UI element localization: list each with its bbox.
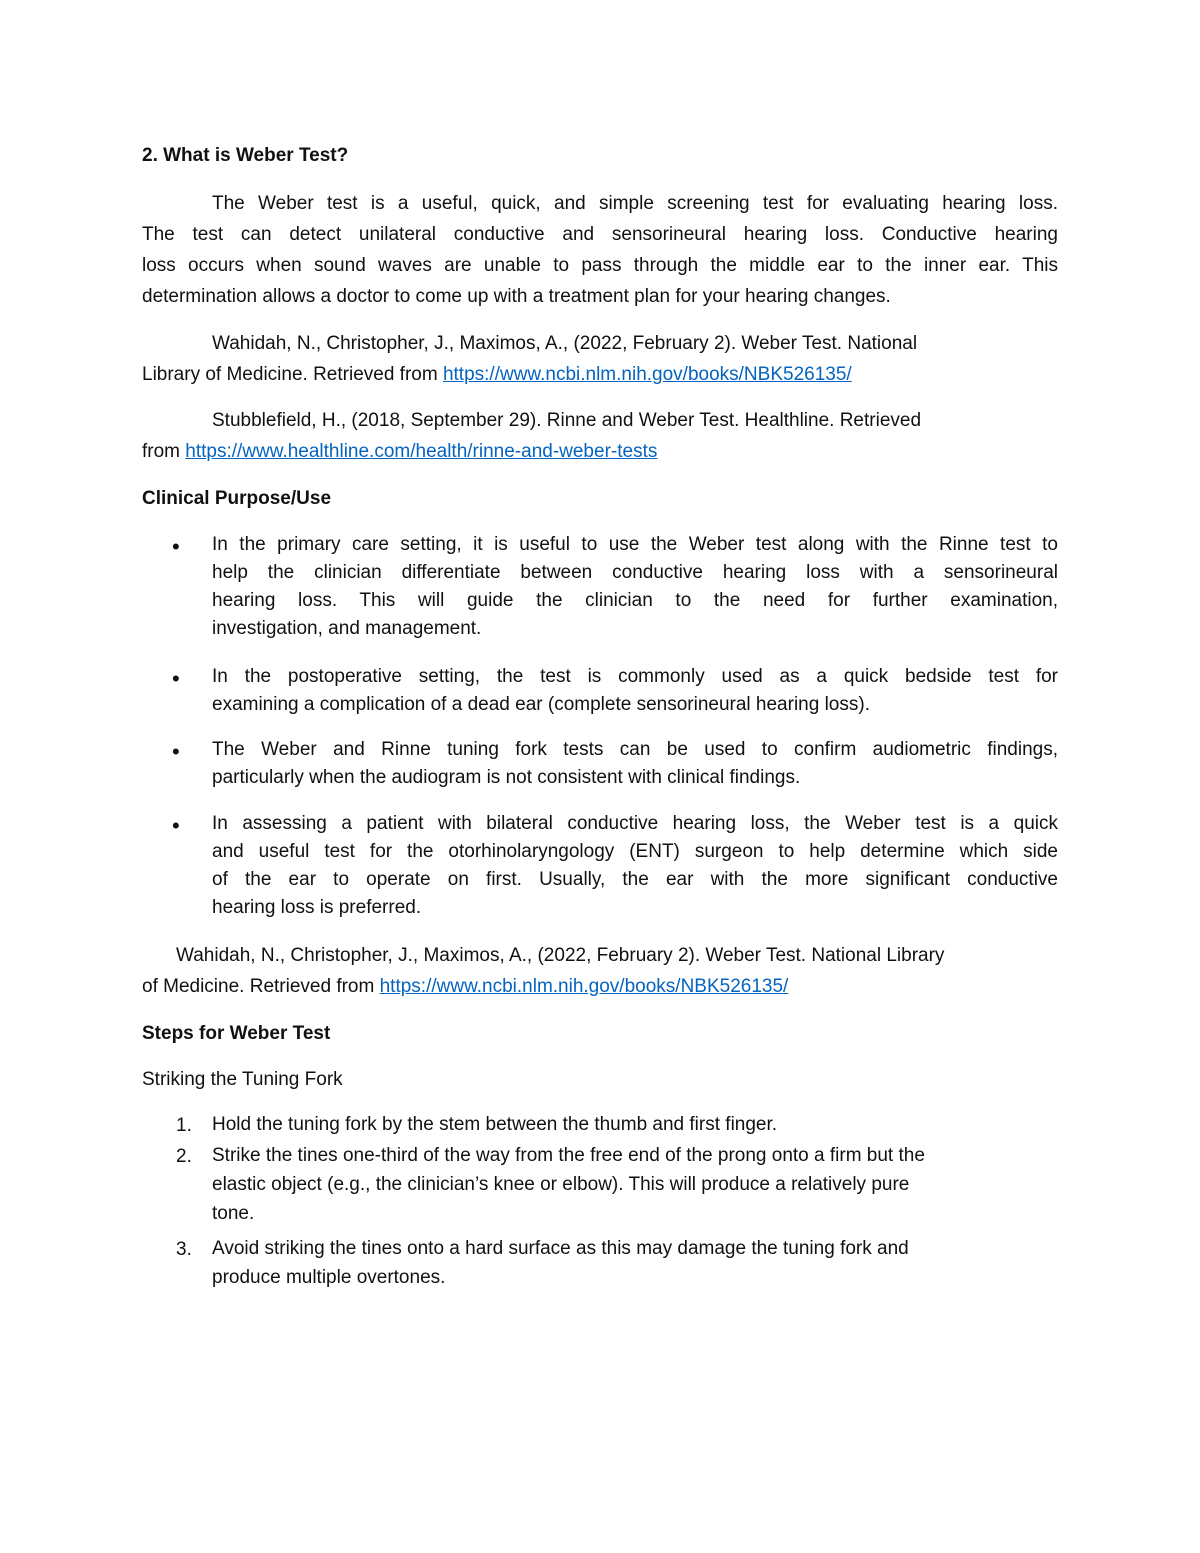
bullet-line: hearing loss. This will guide the clinician to the need for further examination, — [212, 590, 1058, 611]
step-line: elastic object (e.g., the clinician’s knee or elbow). This will produce a relatively pure — [212, 1174, 910, 1195]
bullet-line: hearing loss is preferred. — [212, 897, 422, 918]
section-heading: 2. What is Weber Test? — [142, 145, 349, 166]
bullet-text — [212, 531, 1058, 643]
clinical-heading: Clinical Purpose/Use — [142, 488, 332, 509]
bullet-icon: • — [172, 534, 180, 559]
reference-line: Wahidah, N., Christopher, J., Maximos, A., (2022, February 2). Weber Test. National Library — [176, 945, 945, 966]
reference-line — [142, 436, 1058, 467]
step-number: 2. — [176, 1146, 192, 1167]
step-text — [212, 1141, 1058, 1228]
reference-prefix: Library of Medicine. Retrieved from — [142, 364, 443, 385]
bullet-line: and useful test for the otorhinolaryngology (ENT) surgeon to help determine which side — [212, 841, 1058, 862]
step-line: Avoid striking the tines onto a hard surface as this may damage the tuning fork and — [212, 1238, 909, 1259]
reference-link[interactable]: https://www.healthline.com/health/rinne-and-weber-tests — [185, 441, 658, 462]
bullet-line: examining a complication of a dead ear (complete sensorineural hearing loss). — [212, 694, 870, 715]
intro-paragraph — [142, 188, 1058, 312]
bullet-icon: • — [172, 739, 180, 764]
reference-prefix: of Medicine. Retrieved from — [142, 976, 380, 997]
bullet-line: In the primary care setting, it is useful to use the Weber test along with the Rinne test to — [212, 534, 1058, 555]
bullet-line: of the ear to operate on first. Usually, the ear with the more significant conductive — [212, 869, 1058, 890]
bullet-icon: • — [172, 666, 180, 691]
reference-line — [142, 359, 1058, 390]
intro-line: The test can detect unilateral conductive and sensorineural hearing loss. Conductive hearing — [142, 224, 1058, 245]
reference-2 — [142, 405, 1058, 467]
intro-line: loss occurs when sound waves are unable to pass through the middle ear to the inner ear. This — [142, 255, 1058, 276]
step-line: tone. — [212, 1203, 255, 1224]
bullet-line: particularly when the audiogram is not consistent with clinical findings. — [212, 767, 801, 788]
reference-link[interactable]: https://www.ncbi.nlm.nih.gov/books/NBK526135/ — [379, 976, 789, 997]
bullet-line: help the clinician differentiate between conductive hearing loss with a sensorineural — [212, 562, 1058, 583]
reference-prefix: from — [142, 441, 186, 462]
bullet-text — [212, 810, 1058, 922]
reference-line — [142, 971, 1058, 1002]
bullet-icon: • — [172, 813, 180, 838]
bullet-text — [212, 663, 1058, 719]
bullet-line: The Weber and Rinne tuning fork tests can be used to confirm audiometric findings, — [212, 739, 1058, 760]
reference-link[interactable]: https://www.ncbi.nlm.nih.gov/books/NBK526135/ — [442, 364, 852, 385]
step-line: Hold the tuning fork by the stem between the thumb and first finger. — [212, 1114, 778, 1135]
bullet-line: In assessing a patient with bilateral conductive hearing loss, the Weber test is a quick — [212, 813, 1058, 834]
reference-3 — [142, 940, 1058, 1002]
steps-heading: Steps for Weber Test — [142, 1023, 331, 1044]
step-line: Strike the tines one-third of the way from the free end of the prong onto a firm but the — [212, 1145, 925, 1166]
reference-line: Stubblefield, H., (2018, September 29). Rinne and Weber Test. Healthline. Retrieved — [212, 410, 922, 431]
step-line: produce multiple overtones. — [212, 1267, 446, 1288]
step-text — [212, 1234, 1058, 1292]
intro-line: determination allows a doctor to come up with a treatment plan for your hearing changes. — [142, 286, 891, 307]
steps-subheading: Striking the Tuning Fork — [142, 1069, 343, 1090]
step-text — [212, 1110, 1058, 1139]
bullet-line: In the postoperative setting, the test is commonly used as a quick bedside test for — [212, 666, 1058, 687]
intro-line: The Weber test is a useful, quick, and simple screening test for evaluating hearing loss. — [212, 193, 1058, 214]
step-number: 3. — [176, 1239, 192, 1260]
reference-line: Wahidah, N., Christopher, J., Maximos, A., (2022, February 2). Weber Test. National — [212, 333, 918, 354]
reference-1 — [142, 328, 1058, 390]
bullet-line: investigation, and management. — [212, 618, 482, 639]
bullet-text — [212, 736, 1058, 792]
step-number: 1. — [176, 1115, 192, 1136]
